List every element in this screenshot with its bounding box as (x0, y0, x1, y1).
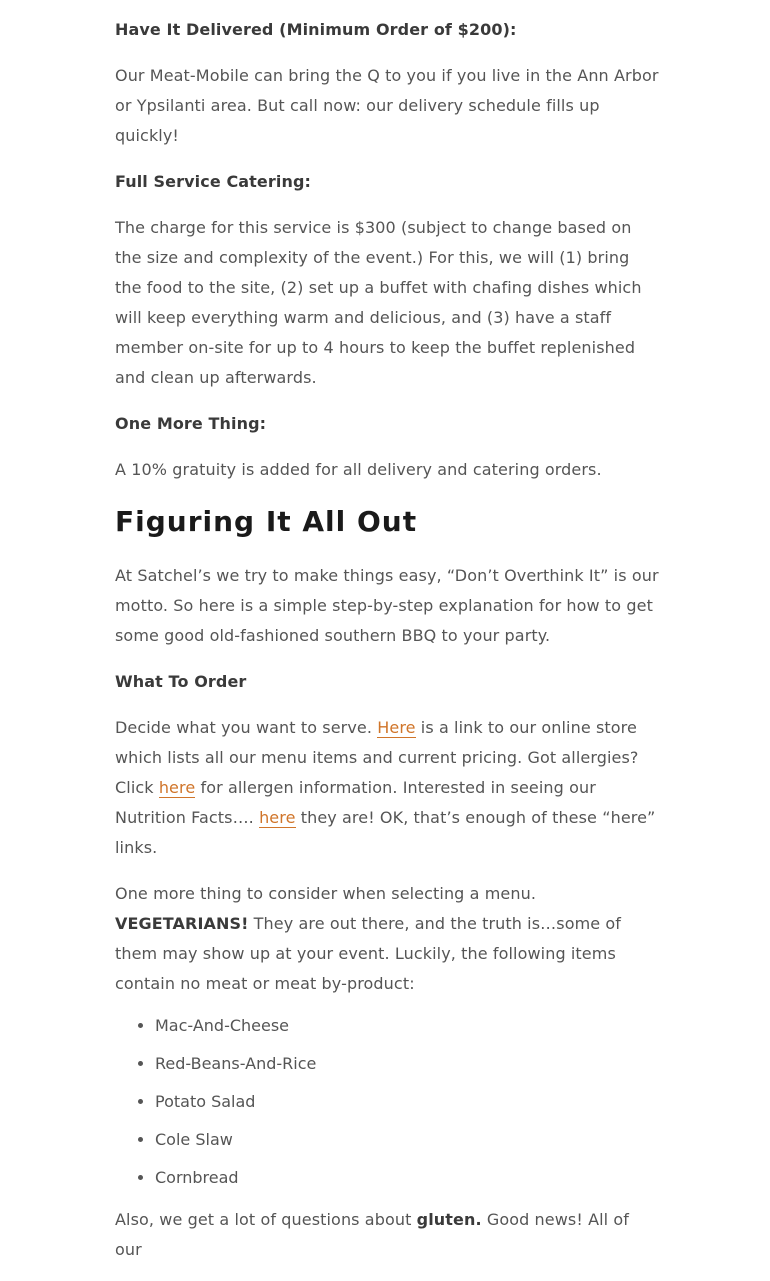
one-more-heading: One More Thing: (115, 414, 267, 433)
what-to-order-body (115, 713, 660, 863)
text-segment: One more thing to consider when selecting a menu. (115, 884, 537, 903)
gluten-body (115, 1205, 660, 1265)
list-item: • Mac-And-Cheese (155, 1015, 660, 1037)
full-service-body: The charge for this service is $300 (subject to change based on the size and complexity of the event.) For this, we will (1) bring the food to the site, (2) set up a buffet with chafing dishes which will keep everything warm and delicious, and (3) have a staff member on-site for up to 4 hours to keep the buffet replenished and clean up afterwards. (115, 218, 642, 387)
allergen-info-link[interactable]: here (158, 778, 196, 797)
text-segment: Decide what you want to serve. (115, 718, 378, 737)
text-segment: for allergen information. Interested in seeing our Nutrition Facts…. (115, 778, 596, 827)
article-content (115, 15, 660, 1281)
text-segment: They are out there, and the truth is…some of them may show up at your event. Luckily, the following items contain no meat or meat by-product: (115, 914, 622, 993)
vegetarian-items-list (115, 1015, 660, 1189)
vegetarians-emphasis: VEGETARIANS! (115, 914, 249, 933)
full-service-heading: Full Service Catering: (115, 172, 312, 191)
nutrition-facts-link[interactable]: here (259, 808, 296, 827)
text-segment: is a link to our online store which lists all our menu items and current pricing. Got allergies? Click (115, 718, 639, 797)
text-segment: Also, we get a lot of questions about (115, 1210, 417, 1229)
figuring-intro: At Satchel’s we try to make things easy, “Don’t Overthink It” is our motto. So here is a simple step-by-step explanation for how to get some good old-fashioned southern BBQ to your party. (115, 566, 659, 645)
gluten-emphasis: gluten. (416, 1210, 482, 1229)
what-to-order-heading: What To Order (115, 672, 247, 691)
delivered-body: Our Meat-Mobile can bring the Q to you if you live in the Ann Arbor or Ypsilanti area. But call now: our delivery schedule fills up quickly! (115, 66, 659, 145)
list-item: • Potato Salad (155, 1091, 660, 1113)
online-store-link[interactable]: Here (377, 718, 416, 737)
vegetarians-body (115, 879, 660, 999)
delivered-heading: Have It Delivered (Minimum Order of $200): (115, 20, 517, 39)
list-item: • Cole Slaw (155, 1129, 660, 1151)
list-item: • Red-Beans-And-Rice (155, 1053, 660, 1075)
text-segment: they are! OK, that’s enough of these “here” links. (115, 808, 656, 857)
section-title-figuring: Figuring It All Out (115, 505, 418, 538)
list-item: • Cornbread (155, 1167, 660, 1189)
text-segment: Good news! All of our (115, 1210, 630, 1259)
one-more-body: A 10% gratuity is added for all delivery and catering orders. (115, 460, 602, 479)
